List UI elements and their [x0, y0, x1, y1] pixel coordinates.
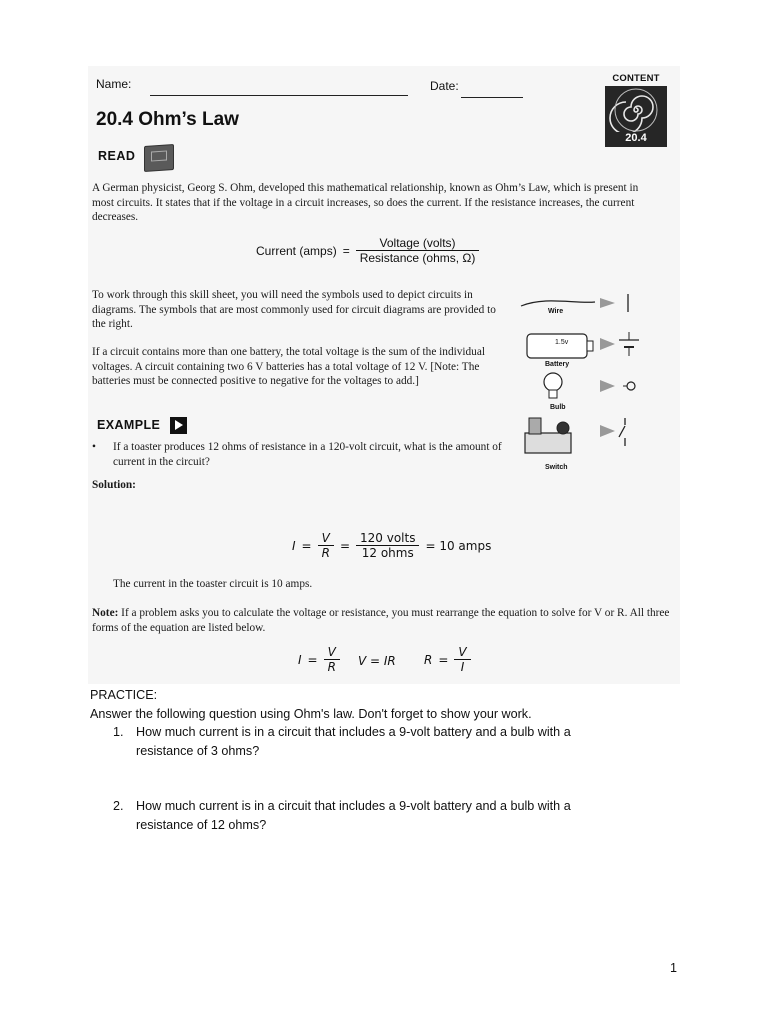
formula-form-2: V = IR [358, 654, 396, 668]
formula-lhs: Current (amps) [256, 243, 337, 258]
date-label: Date: [430, 79, 459, 93]
bulb-picture [544, 373, 562, 391]
example-label: EXAMPLE [97, 418, 161, 432]
name-line [150, 95, 408, 96]
play-arrow-icon [170, 417, 187, 434]
content-badge-number: 20.4 [625, 132, 647, 144]
battery-picture [527, 334, 587, 358]
note-text: If a problem asks you to calculate the voltage or resistance, you must rearrange the equation to solve for V or R. All three forms of the equation are listed below. [92, 607, 670, 634]
name-label: Name: [96, 77, 132, 91]
practice-instruction: Answer the following question using Ohm's law. Don't forget to show your work. [90, 707, 532, 721]
example-result: The current in the toaster circuit is 10 amps. [113, 578, 313, 590]
wire-picture [521, 301, 595, 306]
question-2-number: 2. [113, 799, 124, 813]
formula-form-1: I = $\frac{V}{R}$ [298, 645, 340, 674]
read-paragraph-3: If a circuit contains more than one battery, the total voltage is the sum of the individual voltages. A circuit containing two 6 V batteries has a total voltage of 12 V. [Note: The batteries must be connected positive to negative for the voltages to add.] [92, 346, 485, 388]
read-paragraph-2: To work through this skill sheet, you will need the symbols used to depict circuits in diagrams. The symbols that are most commonly used for circuit diagrams are provided to the right. [92, 289, 496, 331]
question-2-line-1: How much current is in a circuit that includes a 9-volt battery and a bulb with a [136, 799, 571, 813]
battery-cell-label: 1.5v [555, 339, 569, 346]
page-title: 20.4 Ohm’s Law [96, 109, 239, 130]
eq-numerator-value: 120 volts [356, 531, 419, 546]
question-1-number: 1. [113, 725, 124, 739]
question-1-line-1: How much current is in a circuit that includes a 9-volt battery and a bulb with a [136, 725, 571, 739]
question-1-line-2: resistance of 3 ohms? [136, 744, 260, 758]
circuit-symbols-panel [515, 290, 665, 480]
switch-picture [525, 433, 571, 453]
wire-caption: Wire [548, 308, 564, 315]
date-line [461, 97, 523, 98]
bulb-caption: Bulb [550, 404, 566, 411]
arrow-icon [600, 298, 615, 308]
note-label: Note: [92, 607, 119, 619]
practice-heading: PRACTICE: [90, 688, 158, 702]
example-question: If a toaster produces 12 ohms of resistance in a 120-volt circuit, what is the amount of current in the circuit? [113, 441, 502, 468]
eq-voltage-symbol: V [318, 531, 334, 546]
note-paragraph [92, 606, 672, 635]
book-icon [144, 144, 174, 172]
eq-current-symbol: I [292, 538, 296, 553]
eq-denominator-value: 12 ohms [361, 546, 414, 560]
ohms-law-formula [256, 236, 479, 265]
switch-caption: Switch [545, 464, 568, 471]
page-number: 1 [670, 961, 678, 975]
battery-caption: Battery [545, 361, 570, 368]
formula-equals: = [342, 243, 350, 258]
solution-label: Solution: [92, 479, 136, 491]
nautilus-shell-icon [605, 86, 667, 132]
content-badge-label: CONTENT [612, 73, 660, 84]
bulb-symbol [627, 382, 635, 390]
formula-form-3: R = $\frac{V}{I}$ [424, 645, 471, 674]
solution-equation: I = $\frac{V}{R}$ = $\frac{\text{120 volts}}{\text{12 ohms}}$ = 10 amps [292, 531, 492, 560]
formula-numerator: Voltage (volts) [356, 236, 480, 251]
read-label: READ [98, 149, 136, 163]
bullet-icon: • [92, 441, 96, 453]
eq-result: = 10 amps [425, 538, 492, 553]
question-2-line-2: resistance of 12 ohms? [136, 818, 267, 832]
read-paragraph-1: A German physicist, Georg S. Ohm, developed this mathematical relationship, known as Ohm’s Law, which is present in most circuits. It states that if the voltage in a circuit increases, so does the current. If the resistance increases, the current decreases. [92, 182, 639, 224]
formula-denominator: Resistance (ohms, Ω) [359, 251, 476, 265]
eq-resistance-symbol: R [321, 546, 330, 560]
